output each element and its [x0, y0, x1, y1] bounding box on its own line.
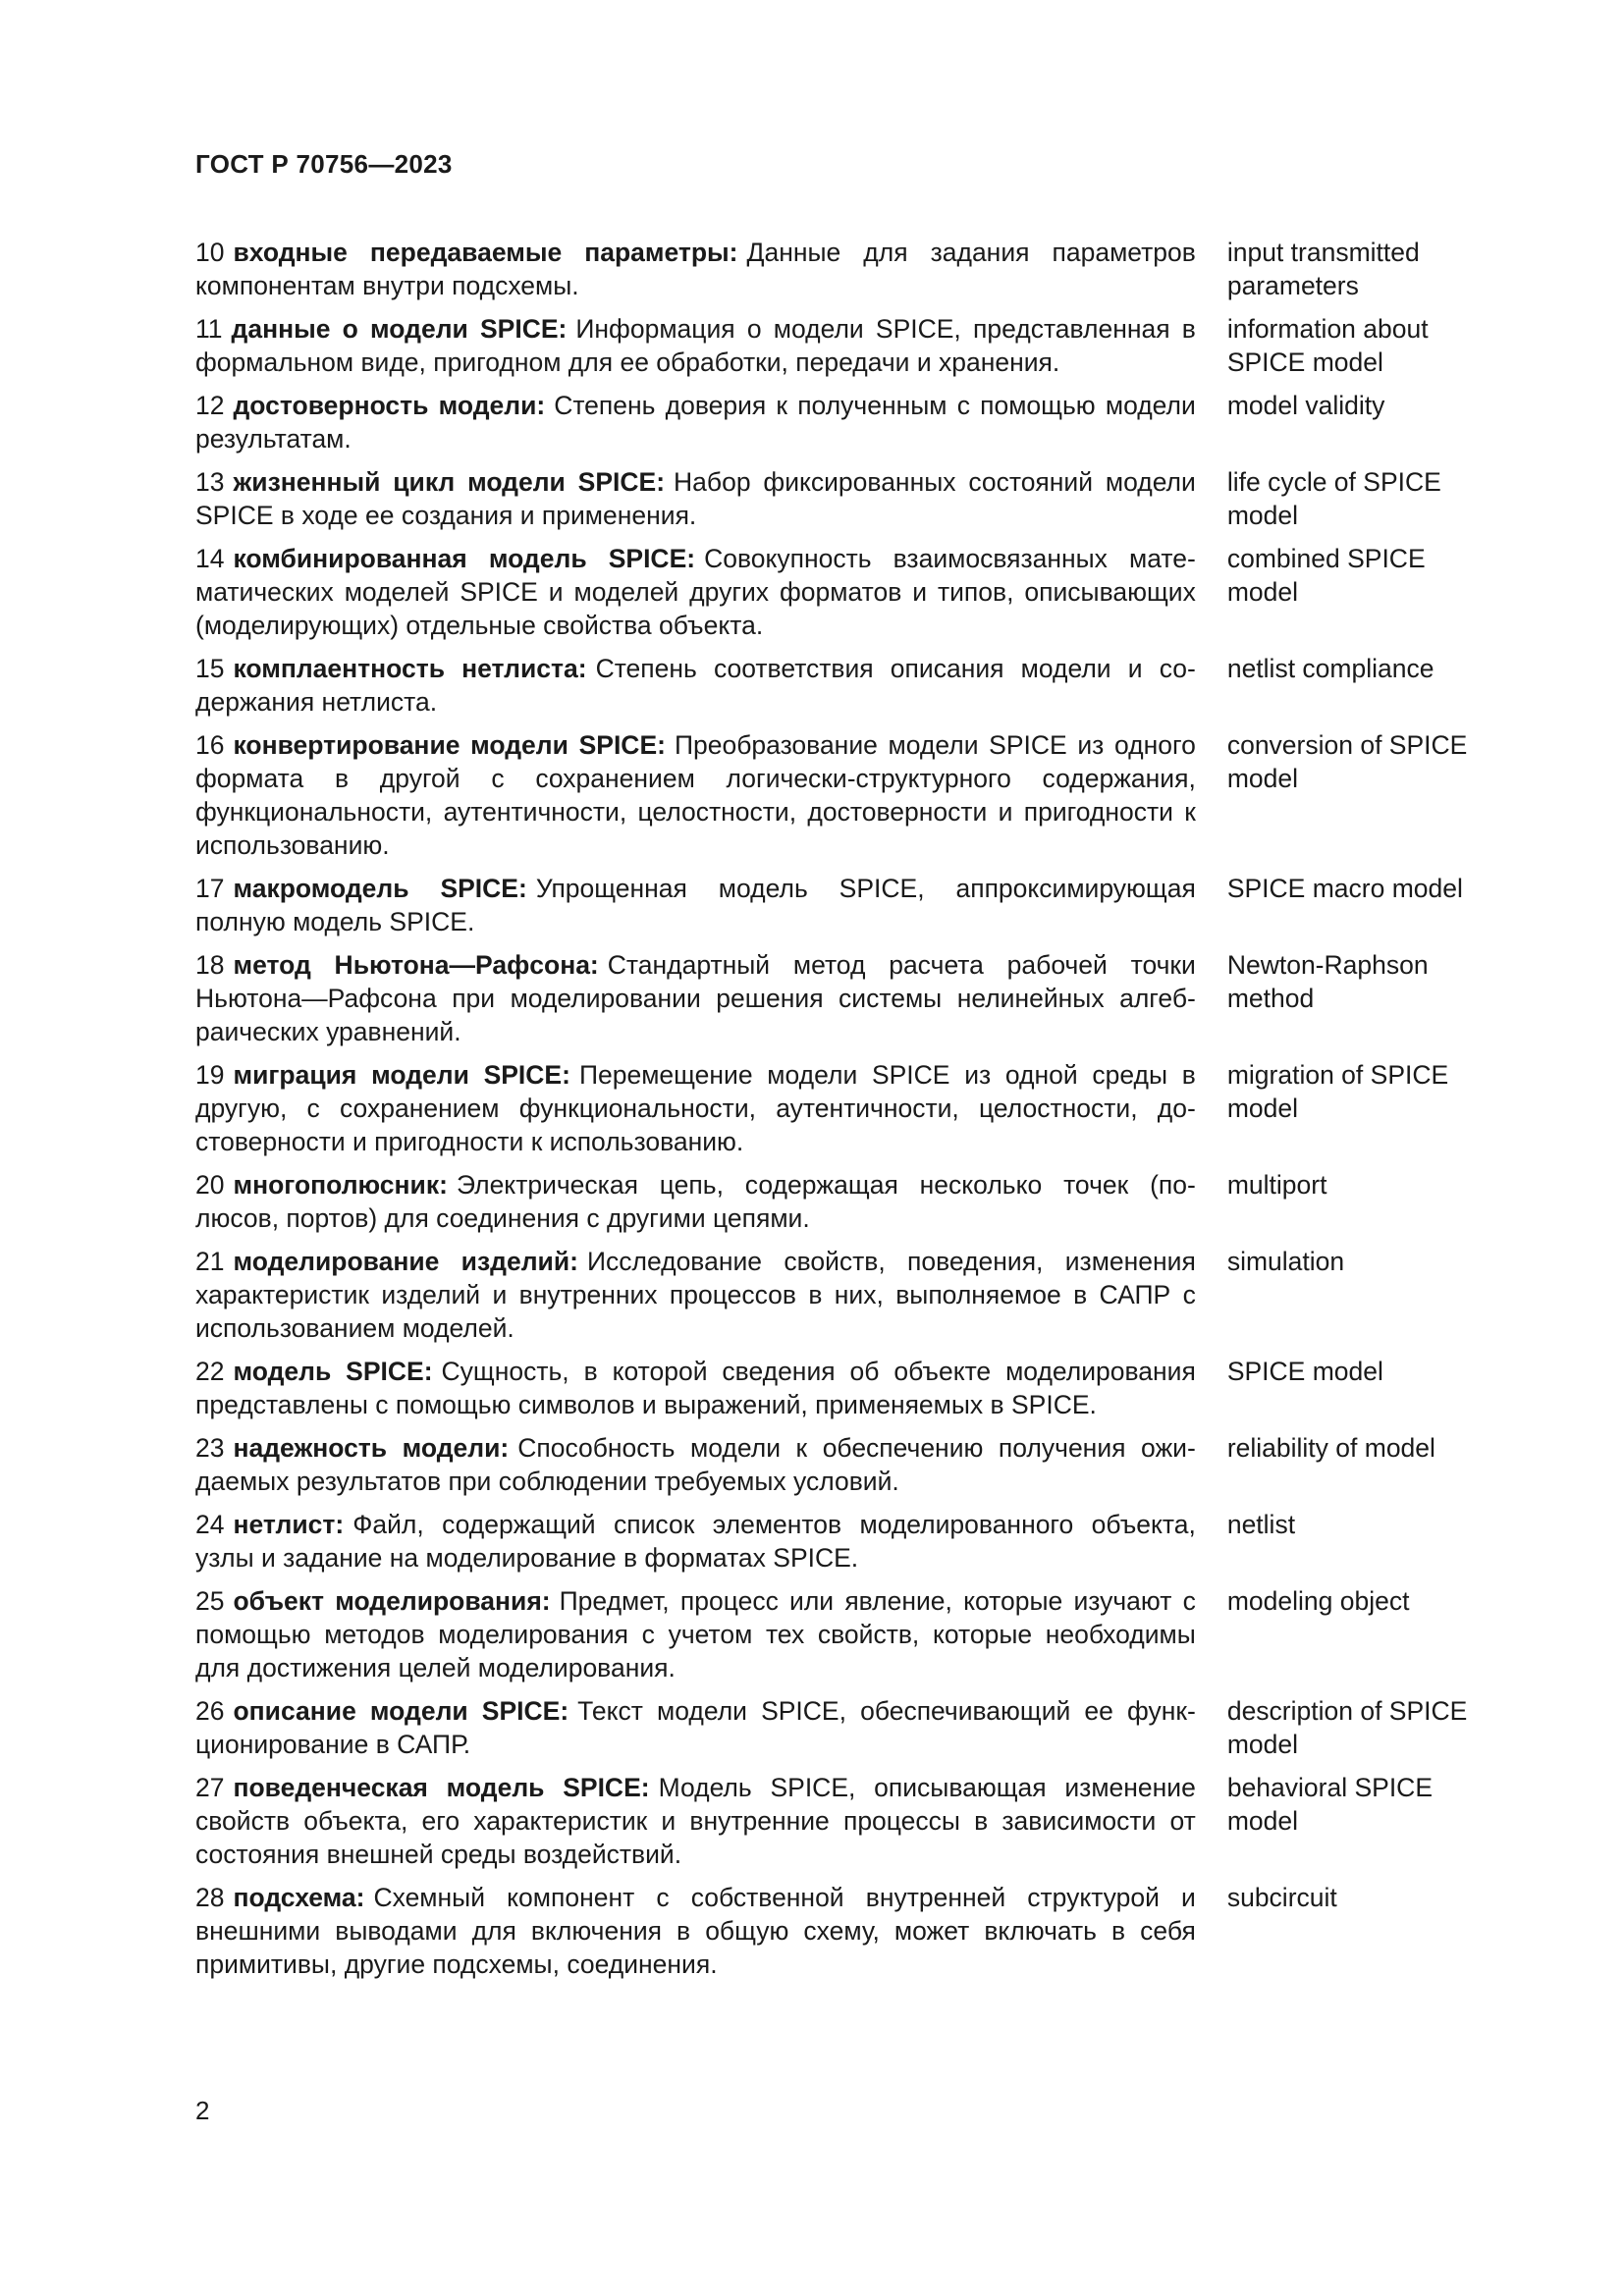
term-entry	[195, 1771, 1491, 1871]
term-english-equivalent: modeling object	[1226, 1586, 1410, 1616]
term-definition-block	[195, 1355, 1196, 1421]
term-english-equivalent: life cycle of SPICE model	[1226, 467, 1441, 530]
term-definition-block	[195, 1245, 1196, 1345]
term-number: 12	[195, 391, 225, 420]
term-definition: Набор фиксированных состояний модели SPICE в ходе ее создания и применения.	[195, 467, 1196, 530]
term-definition: Файл, содержащий список элементов моделированного объекта, узлы и задание на моделирование в форматах SPICE.	[195, 1510, 1196, 1573]
term-number: 21	[195, 1247, 225, 1276]
term-definition: Совокупность взаимосвязанных математических моделей SPICE и моделей других форматов и типов, описывающих (моделирующих) отдельные свойства объекта.	[195, 544, 1196, 640]
term-english-equivalent: conversion of SPICE model	[1226, 730, 1468, 793]
term-english-equivalent: simulation	[1226, 1247, 1345, 1276]
term-definition: Данные для задания параметров компонентам внутри подсхемы.	[195, 238, 1196, 300]
term-english-equivalent: information about SPICE model	[1226, 314, 1429, 377]
term-definition-block	[195, 1584, 1196, 1684]
term-name: моделирование изделий:	[233, 1247, 578, 1276]
term-number: 20	[195, 1170, 225, 1200]
term-name: нетлист:	[233, 1510, 345, 1539]
term-english-equivalent: subcircuit	[1226, 1883, 1337, 1912]
term-number: 24	[195, 1510, 225, 1539]
term-number: 18	[195, 950, 225, 980]
term-number: 11	[195, 314, 223, 344]
term-entry	[195, 1584, 1491, 1684]
term-english-equivalent: behavioral SPICE model	[1226, 1773, 1433, 1836]
term-number: 10	[195, 238, 225, 267]
term-name: объект моделирования:	[233, 1586, 551, 1616]
term-number: 17	[195, 874, 225, 903]
term-definition: Исследование свойств, поведения, изменения характеристик изделий и внутренних процессов в них, выполняемое в САПР с использованием моделей.	[195, 1247, 1196, 1343]
term-entry	[195, 872, 1491, 938]
term-name: описание модели SPICE:	[233, 1696, 569, 1726]
term-number: 23	[195, 1433, 225, 1463]
term-entry	[195, 1431, 1491, 1498]
term-entry	[195, 652, 1491, 719]
term-name: комплаентность нетлиста:	[233, 654, 587, 683]
term-english-equivalent: model validity	[1226, 391, 1385, 420]
term-definition: Упрощенная модель SPICE, аппроксимирующая полную модель SPICE.	[195, 874, 1196, 936]
term-definition-block	[195, 465, 1196, 532]
term-name: конвертирование модели SPICE:	[233, 730, 666, 760]
term-definition-block	[195, 1058, 1196, 1158]
term-name: комбинированная модель SPICE:	[233, 544, 696, 573]
term-name: макромодель SPICE:	[233, 874, 527, 903]
term-name: данные о модели SPICE:	[231, 314, 568, 344]
term-english-equivalent: SPICE macro model	[1226, 874, 1463, 903]
term-english-equivalent: multiport	[1226, 1170, 1327, 1200]
term-number: 15	[195, 654, 225, 683]
term-definition-block	[195, 1508, 1196, 1575]
term-english-equivalent: description of SPICE model	[1226, 1696, 1468, 1759]
term-english-equivalent: migration of SPICE model	[1226, 1060, 1449, 1123]
term-entry	[195, 236, 1491, 302]
term-definition-block	[195, 389, 1196, 455]
term-number: 16	[195, 730, 225, 760]
term-definition: Информация о модели SPICE, представленная в формальном виде, пригодном для ее обработки, передачи и хранения.	[195, 314, 1196, 377]
term-definition: Сущность, в которой сведения об объекте моделирования представлены с помощью символов и выражений, применяемых в SPICE.	[195, 1357, 1196, 1419]
term-definition-block	[195, 236, 1196, 302]
page-header-standard: ГОСТ Р 70756—2023	[195, 149, 453, 179]
term-definition-block	[195, 1431, 1196, 1498]
term-entry	[195, 1058, 1491, 1158]
term-definition-block	[195, 652, 1196, 719]
term-definition-block	[195, 1168, 1196, 1235]
term-number: 26	[195, 1696, 225, 1726]
term-definition-block	[195, 1694, 1196, 1761]
term-definition: Предмет, процесс или явление, которые изучают с помощью методов моделирования с учетом тех свойств, которые необходимы для достижения целей моделирования.	[195, 1586, 1196, 1682]
term-definition: Способность модели к обеспечению получения ожидаемых результатов при соблюдении требуемых условий.	[195, 1433, 1196, 1496]
term-name: подсхема:	[233, 1883, 365, 1912]
term-english-equivalent: combined SPICE model	[1226, 544, 1426, 607]
term-name: многополюсник:	[233, 1170, 448, 1200]
term-name: входные передаваемые параметры:	[233, 238, 738, 267]
term-definition-block	[195, 872, 1196, 938]
term-entry	[195, 542, 1491, 642]
term-definition-block	[195, 948, 1196, 1048]
term-name: модель SPICE:	[233, 1357, 433, 1386]
term-name: достоверность модели:	[233, 391, 546, 420]
term-definition: Стандартный метод расчета рабочей точки Ньютона—Рафсона при моделировании решения системы нелинейных алгебраических уравнений.	[195, 950, 1196, 1046]
term-english-equivalent: input transmitted parameters	[1226, 238, 1420, 300]
term-name: метод Ньютона—Рафсона:	[233, 950, 599, 980]
term-definition-block	[195, 312, 1196, 379]
term-english-equivalent: netlist	[1226, 1510, 1296, 1539]
term-entry	[195, 312, 1491, 379]
term-english-equivalent: SPICE model	[1226, 1357, 1383, 1386]
term-name: жизненный цикл модели SPICE:	[233, 467, 666, 497]
term-entry	[195, 728, 1491, 862]
term-definition: Преобразование модели SPICE из одного формата в другой с сохранением логически-структурного содержания, функциональности, аутентичности, целостности, достоверности и пригодности к использованию.	[195, 730, 1196, 860]
term-english-equivalent: Newton-Raphson method	[1226, 950, 1429, 1013]
term-entry	[195, 389, 1491, 455]
term-number: 19	[195, 1060, 225, 1090]
term-entry	[195, 465, 1491, 532]
term-name: надежность модели:	[233, 1433, 510, 1463]
terms-list	[195, 236, 1491, 1991]
term-english-equivalent: reliability of model	[1226, 1433, 1435, 1463]
term-definition: Перемещение модели SPICE из одной среды в другую, с сохранением функциональности, аутентичности, целостности, достоверности и пригодности к использованию.	[195, 1060, 1196, 1156]
term-definition: Схемный компонент с собственной внутренней структурой и внешними выводами для включения в общую схему, может включать в себя примитивы, другие подсхемы, соединения.	[195, 1883, 1196, 1979]
page-number: 2	[195, 2096, 210, 2125]
term-definition-block	[195, 542, 1196, 642]
term-number: 27	[195, 1773, 225, 1802]
term-entry	[195, 1245, 1491, 1345]
term-entry	[195, 1694, 1491, 1761]
term-definition-block	[195, 1881, 1196, 1981]
term-name: поведенческая модель SPICE:	[233, 1773, 650, 1802]
term-entry	[195, 1168, 1491, 1235]
term-number: 25	[195, 1586, 225, 1616]
term-number: 22	[195, 1357, 225, 1386]
term-entry	[195, 1508, 1491, 1575]
term-entry	[195, 948, 1491, 1048]
term-english-equivalent: netlist compliance	[1226, 654, 1435, 683]
term-definition: Текст модели SPICE, обеспечивающий ее функционирование в САПР.	[195, 1696, 1196, 1759]
term-entry	[195, 1355, 1491, 1421]
term-entry	[195, 1881, 1491, 1981]
term-definition-block	[195, 1771, 1196, 1871]
term-number: 14	[195, 544, 225, 573]
term-name: миграция модели SPICE:	[233, 1060, 570, 1090]
term-definition: Модель SPICE, описывающая изменение свойств объекта, его характеристик и внутренние процессы в зависимости от состояния внешней среды воздействий.	[195, 1773, 1196, 1869]
term-definition: Степень доверия к полученным с помощью модели результатам.	[195, 391, 1196, 454]
term-number: 28	[195, 1883, 225, 1912]
term-definition: Степень соответствия описания модели и содержания нетлиста.	[195, 654, 1196, 717]
term-definition: Электрическая цепь, содержащая несколько точек (полюсов, портов) для соединения с другими цепями.	[195, 1170, 1196, 1233]
term-definition-block	[195, 728, 1196, 862]
term-number: 13	[195, 467, 225, 497]
